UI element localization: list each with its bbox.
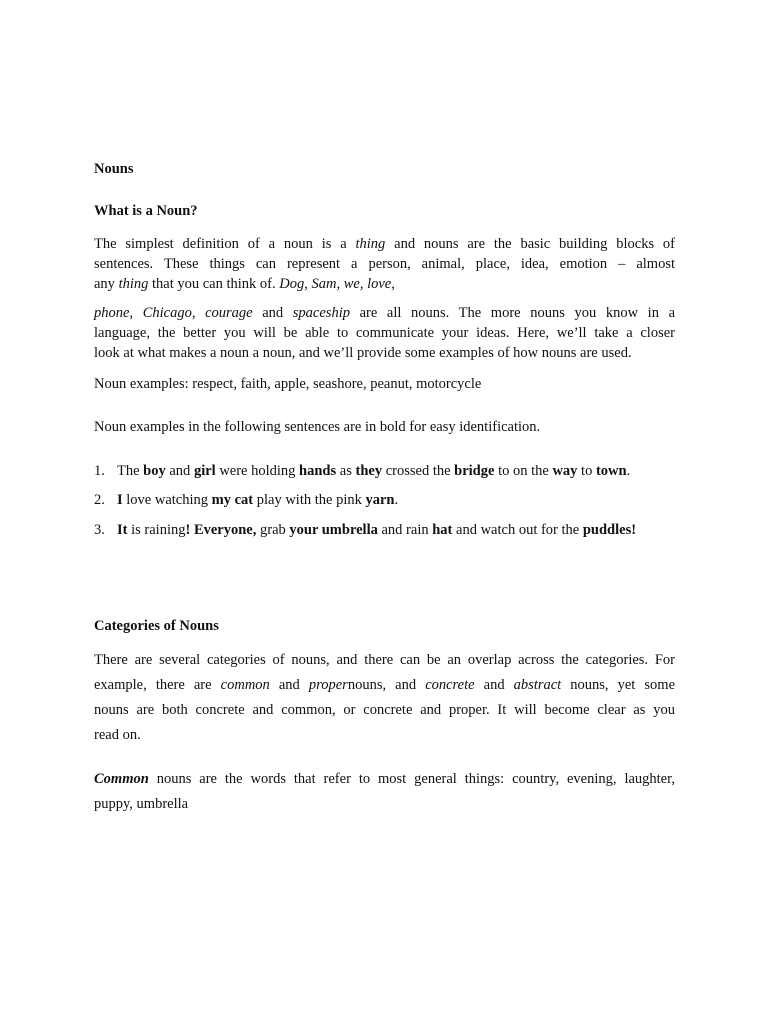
common-nouns-line: Common nouns are the words that refer to most general things: country, evening, laughter,: [94, 771, 675, 787]
categories-paragraph: [94, 648, 675, 748]
categories-line: read on.: [94, 727, 141, 743]
list-item: 2. I love watching my cat play with the pink yarn.: [94, 492, 399, 508]
categories-line: There are several categories of nouns, and there can be an overlap across the categories. For: [94, 652, 675, 668]
noun-examples-line: Noun examples: respect, faith, apple, seashore, peanut, motorcycle: [94, 376, 482, 392]
heading-nouns: Nouns: [94, 161, 134, 177]
definition-line: sentences. These things can represent a person, animal, place, idea, emotion – almost: [94, 256, 675, 272]
definition-paragraph: [94, 234, 675, 294]
heading-what-is-a-noun: What is a Noun?: [94, 203, 198, 219]
heading-categories-of-nouns: Categories of Nouns: [94, 618, 219, 634]
list-item: 3. It is raining! Everyone, grab your umbrella and rain hat and watch out for the puddles!: [94, 522, 637, 538]
definition-line: phone, Chicago, courage and spaceship are all nouns. The more nouns you know in a: [94, 305, 676, 321]
categories-line: example, there are common and propernouns, and concrete and abstract nouns, yet some: [94, 677, 676, 693]
definition-line: language, the better you will be able to communicate your ideas. Here, we’ll take a closer: [94, 325, 675, 341]
definition-line: any thing that you can think of. Dog, Sam, we, love,: [94, 276, 395, 292]
definition-paragraph-continued: [94, 303, 675, 363]
common-nouns-line: puppy, umbrella: [94, 796, 189, 812]
list-item: 1. The boy and girl were holding hands as they crossed the bridge to on the way to town.: [94, 463, 631, 479]
bold-note-line: Noun examples in the following sentences are in bold for easy identification.: [94, 419, 541, 435]
common-nouns-paragraph: [94, 767, 675, 817]
categories-line: nouns are both concrete and common, or concrete and proper. It will become clear as you: [94, 702, 675, 718]
definition-line: The simplest definition of a noun is a thing and nouns are the basic building blocks of: [94, 236, 675, 252]
definition-line: look at what makes a noun a noun, and we’ll provide some examples of how nouns are used.: [94, 345, 632, 361]
